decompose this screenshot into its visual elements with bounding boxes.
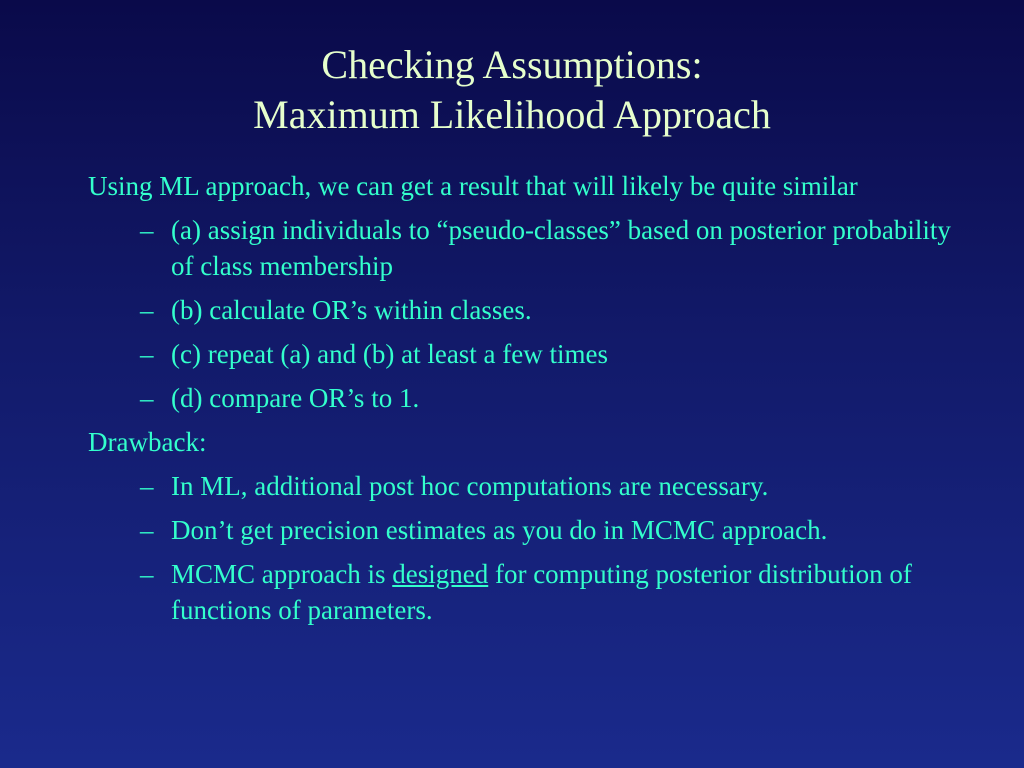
sub-bullet-d	[88, 380, 968, 416]
sub-bullet-c	[88, 336, 968, 372]
sub-bullet-b	[88, 292, 968, 328]
sub-bullet-mcmc-designed	[88, 556, 968, 628]
sub-bullet-text-before: MCMC approach is	[171, 559, 393, 589]
sub-bullet-text-after: for computing posterior distribution of functions of parameters.	[171, 559, 912, 625]
sub-bullet-text: (c) repeat (a) and (b) at least a few times	[171, 339, 609, 369]
title-line-1: Checking Assumptions:	[321, 42, 703, 87]
bullet-intro: Using ML approach, we can get a result that will likely be quite similar	[88, 171, 858, 201]
dash-marker: –	[140, 339, 154, 369]
slide-body	[88, 168, 968, 636]
sub-bullet-precision	[88, 512, 968, 548]
sub-bullet-text: (d) compare OR’s to 1.	[171, 383, 420, 413]
underlined-word: designed	[392, 559, 489, 589]
dash-marker: –	[140, 559, 154, 589]
sub-bullet-text: (a) assign individuals to “pseudo-classes” based on posterior probability of class membership	[171, 215, 951, 281]
sub-bullet-text: In ML, additional post hoc computations are necessary.	[171, 471, 769, 501]
sub-bullet-ml-computations	[88, 468, 968, 504]
sub-bullet-text: Don’t get precision estimates as you do in MCMC approach.	[171, 515, 828, 545]
bullet-drawback: Drawback:	[88, 427, 207, 457]
dash-marker: –	[140, 215, 154, 245]
dash-marker: –	[140, 295, 154, 325]
dash-marker: –	[140, 383, 154, 413]
slide-title	[0, 40, 1024, 140]
sub-bullet-a	[88, 212, 968, 284]
dash-marker: –	[140, 515, 154, 545]
title-line-2: Maximum Likelihood Approach	[253, 92, 771, 137]
dash-marker: –	[140, 471, 154, 501]
sub-bullet-text: (b) calculate OR’s within classes.	[171, 295, 532, 325]
